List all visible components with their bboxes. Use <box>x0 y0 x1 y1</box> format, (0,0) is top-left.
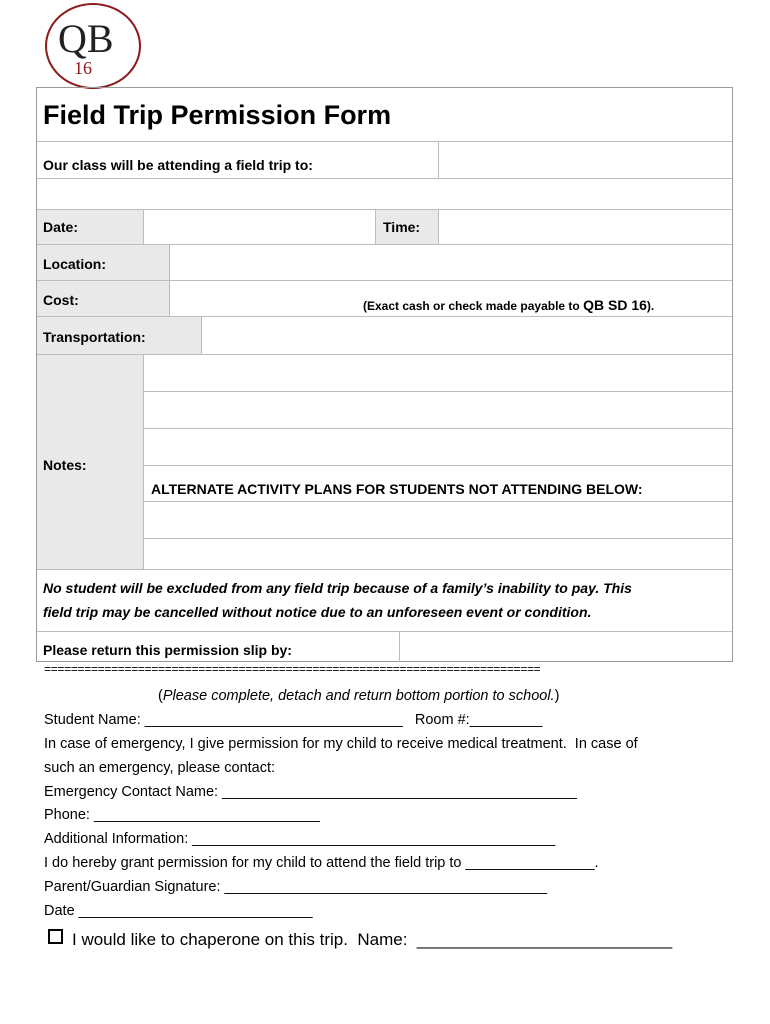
transportation-field[interactable] <box>202 317 732 354</box>
logo-text: QB <box>58 16 114 61</box>
emergency-contact-line[interactable]: Emergency Contact Name: ____________________________________________ <box>44 784 577 800</box>
notes-field[interactable] <box>144 355 732 465</box>
policy-line-2: field trip may be cancelled without notice due to an unforeseen event or condition. <box>43 604 592 620</box>
school-logo <box>44 2 142 90</box>
date-line[interactable]: Date _____________________________ <box>44 903 313 919</box>
policy-line-1: No student will be excluded from any field trip because of a family’s inability to pay. This <box>43 580 632 596</box>
destination-field[interactable] <box>439 142 732 178</box>
signature-line[interactable]: Parent/Guardian Signature: ________________________________________ <box>44 879 548 895</box>
emergency-line-1: In case of emergency, I give permission for my child to receive medical treatment. In case of <box>44 736 638 752</box>
additional-info-line[interactable]: Additional Information: _____________________________________________ <box>44 831 556 847</box>
grant-permission-line[interactable]: I do hereby grant permission for my child to attend the field trip to ________________. <box>44 855 599 871</box>
slip-instruction: (Please complete, detach and return bottom portion to school.) <box>158 688 560 704</box>
phone-line[interactable]: Phone: ____________________________ <box>44 807 320 823</box>
time-field[interactable] <box>439 210 732 244</box>
cost-note: (Exact cash or check made payable to QB SD 16). <box>363 297 655 313</box>
destination-field-extra[interactable] <box>37 179 732 209</box>
location-field[interactable] <box>170 245 732 280</box>
emergency-line-2: such an emergency, please contact: <box>44 760 276 776</box>
alternate-heading: ALTERNATE ACTIVITY PLANS FOR STUDENTS NOT ATTENDING BELOW: <box>151 481 643 497</box>
attending-label: Our class will be attending a field trip to: <box>43 157 313 173</box>
date-field[interactable] <box>144 210 375 244</box>
permission-form <box>36 87 733 662</box>
time-label: Time: <box>383 219 421 235</box>
chaperone-checkbox[interactable] <box>48 929 63 944</box>
return-label: Please return this permission slip by: <box>43 642 292 658</box>
student-name-line[interactable]: Student Name: ________________________________ Room #:_________ <box>44 712 543 728</box>
chaperone-line[interactable]: I would like to chaperone on this trip. Name: ___________________________ <box>72 930 673 949</box>
date-label: Date: <box>43 219 79 235</box>
form-title: Field Trip Permission Form <box>43 100 392 130</box>
transportation-label: Transportation: <box>43 329 146 345</box>
return-date-field[interactable] <box>400 632 732 662</box>
detach-separator: ========================================================================== <box>44 662 541 676</box>
location-label: Location: <box>43 256 106 272</box>
notes-label: Notes: <box>43 457 87 473</box>
cost-label: Cost: <box>43 292 79 308</box>
alternate-plans-field[interactable] <box>144 502 732 569</box>
logo-number: 16 <box>74 58 92 78</box>
